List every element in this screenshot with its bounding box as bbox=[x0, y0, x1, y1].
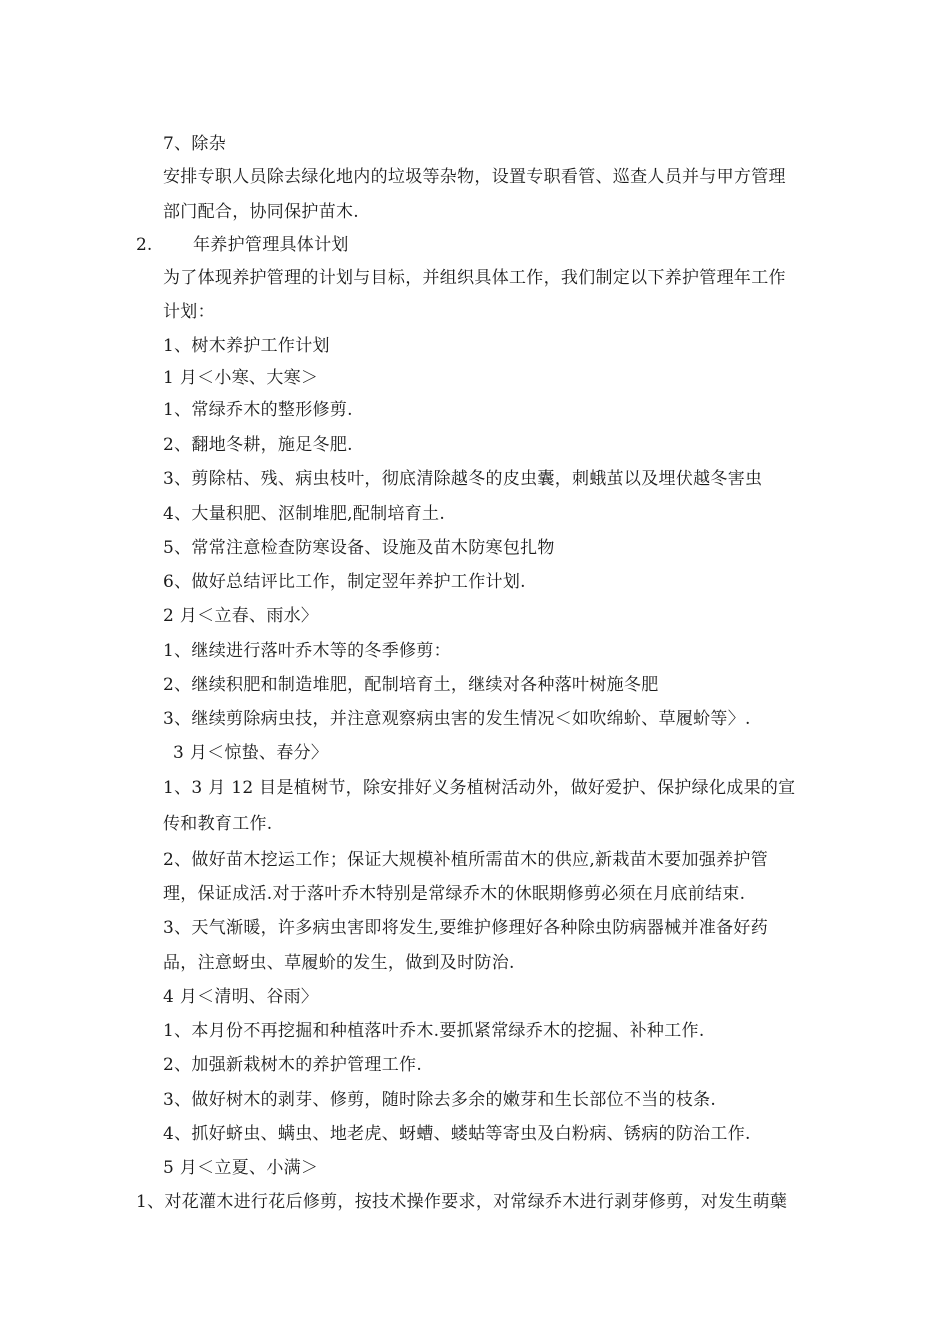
list-item-continued: 传和教育工作. bbox=[163, 814, 273, 834]
section-number: 2. bbox=[136, 235, 153, 255]
list-item: 2、做好苗木挖运工作；保证大规模补植所需苗木的供应,新栽苗木要加强养护管 bbox=[163, 850, 769, 870]
list-item: 1、3 月 12 目是植树节，除安排好义务植树活动外，做好爱护、保护绿化成果的宣 bbox=[163, 778, 796, 798]
list-item: 4、大量积肥、沤制堆肥,配制培育土. bbox=[163, 504, 446, 524]
paragraph-line: 计划： bbox=[163, 302, 215, 322]
month-heading-may: 5 月＜立夏、小满＞ bbox=[163, 1158, 319, 1178]
month-heading-march: 3 月＜惊蛰、春分〉 bbox=[173, 743, 329, 763]
section-heading-annual-plan: 年养护管理具体计划 bbox=[193, 235, 349, 255]
paragraph-line: 安排专职人员除去绿化地内的垃圾等杂物，设置专职看管、巡查人员并与甲方管理 bbox=[163, 167, 786, 187]
list-item: 2、翻地冬耕，施足冬肥. bbox=[163, 435, 353, 455]
month-heading-april: 4 月＜清明、谷雨〉 bbox=[163, 987, 319, 1007]
list-item: 3、剪除枯、残、病虫枝叶，彻底清除越冬的皮虫囊，刺蛾茧以及埋伏越冬害虫 bbox=[163, 469, 763, 489]
list-item: 6、做好总结评比工作，制定翌年养护工作计划. bbox=[163, 572, 526, 592]
list-item-continued: 品，注意蚜虫、草履蚧的发生，做到及时防治. bbox=[163, 953, 515, 973]
paragraph-line: 部门配合，协同保护苗木. bbox=[163, 202, 360, 222]
list-item: 3、继续剪除病虫技，并注意观察病虫害的发生情况＜如吹绵蚧、草履蚧等〉. bbox=[163, 709, 751, 729]
list-item: 1、对花灌木进行花后修剪，按技术操作要求，对常绿乔木进行剥芽修剪，对发生萌蘖 bbox=[136, 1192, 788, 1212]
list-item: 3、天气渐暖，许多病虫害即将发生,要维护修理好各种除虫防病器械并准备好药 bbox=[163, 918, 769, 938]
section-heading-weeding: 7、除杂 bbox=[163, 134, 227, 154]
list-item: 1、继续进行落叶乔木等的冬季修剪： bbox=[163, 641, 451, 661]
month-heading-january: 1 月＜小寒、大寒＞ bbox=[163, 368, 319, 388]
paragraph-line: 为了体现养护管理的计划与目标，并组织具体工作，我们制定以下养护管理年工作 bbox=[163, 268, 786, 288]
list-item: 5、常常注意检查防寒设备、设施及苗木防寒包扎物 bbox=[163, 538, 555, 558]
list-item: 2、加强新栽树木的养护管理工作. bbox=[163, 1055, 423, 1075]
list-item: 1、本月份不再挖掘和种植落叶乔木.要抓紧常绿乔木的挖掘、补种工作. bbox=[163, 1021, 705, 1041]
list-item-continued: 理，保证成活.对于落叶乔木特别是常绿乔木的休眠期修剪必须在月底前结束. bbox=[163, 884, 746, 904]
subheading-tree-care-plan: 1、树木养护工作计划 bbox=[163, 336, 330, 356]
list-item: 4、抓好蛴虫、螨虫、地老虎、蚜螬、蝼蛄等寄虫及白粉病、锈病的防治工作. bbox=[163, 1124, 751, 1144]
month-heading-february: 2 月＜立春、雨水〉 bbox=[163, 606, 319, 626]
list-item: 1、常绿乔木的整形修剪. bbox=[163, 400, 353, 420]
list-item: 3、做好树木的剥芽、修剪，随时除去多余的嫩芽和生长部位不当的枝条. bbox=[163, 1090, 717, 1110]
list-item: 2、继续积肥和制造堆肥，配制培育土，继续对各种落叶树施冬肥 bbox=[163, 675, 659, 695]
